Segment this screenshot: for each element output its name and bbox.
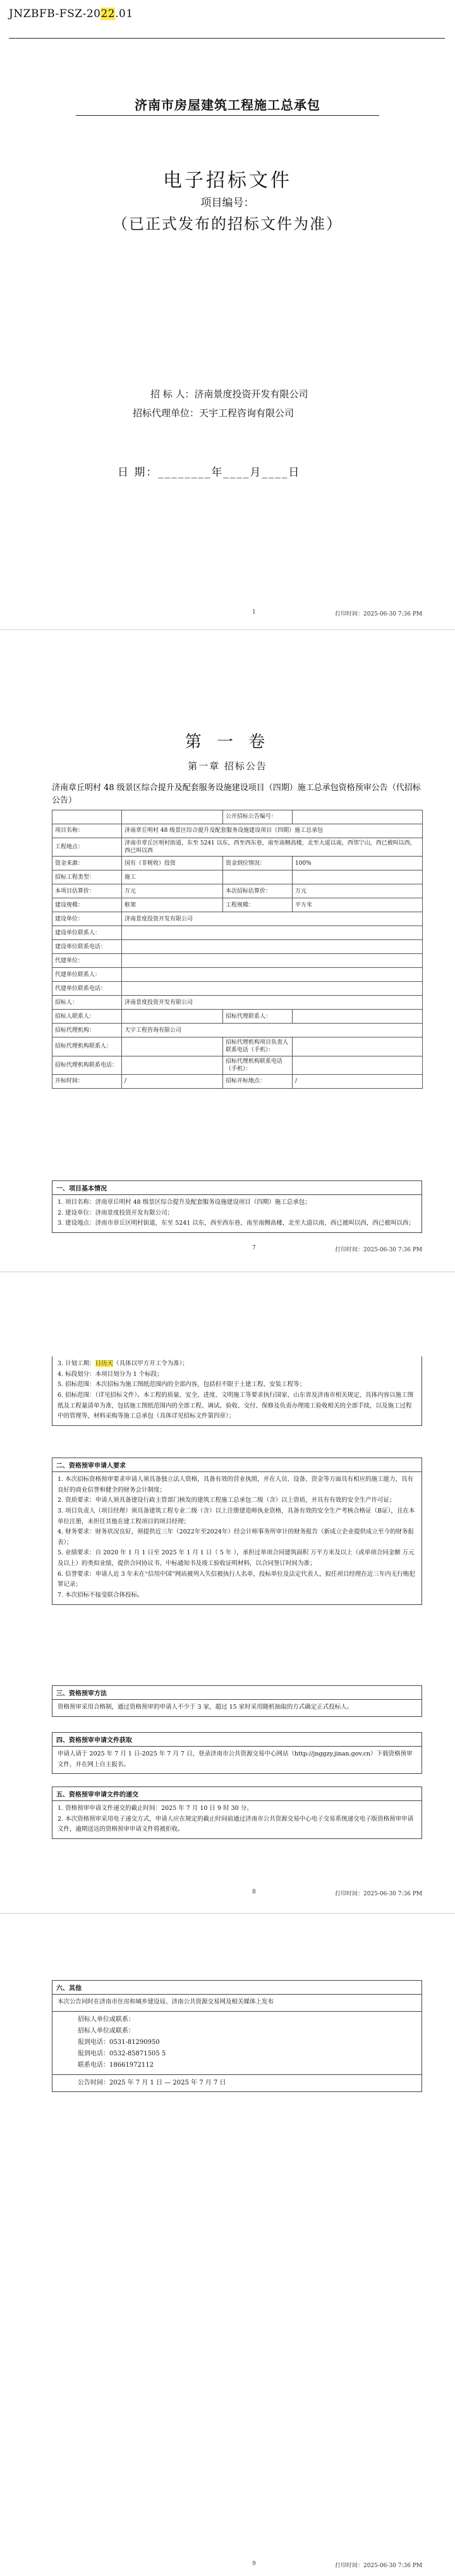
table-row <box>52 1037 423 1056</box>
paragraph: 5. 业绩要求：自 2020 年 1 月 1 日至 2025 年 1 月 1 日（ 5 年 ），承担过单项合同建筑面积 万平方米及以上（或单项合同金额 万元及以上）的类似业绩，提供合同协议书、中标通知书及竣工验收证明材料，以合同签订时间为准； <box>58 1549 415 1567</box>
section-heading: 六、其他 <box>52 1981 422 1995</box>
paragraph: 3. 建设地点：济南市章丘区明村街道，东至 5241 以东，西至西东巷，南至南侧高楼，北至大道以南，西已被叫以西，西已被叫以西； <box>58 1220 415 1227</box>
chapter-title: 第一章 招标公告 <box>188 760 267 772</box>
table-cell <box>122 1056 223 1074</box>
table-cell <box>122 1010 223 1024</box>
table-row <box>52 1056 423 1074</box>
table-row <box>52 968 423 982</box>
table-cell <box>52 810 122 824</box>
table-cell: 100% <box>293 857 423 870</box>
table-cell: 施工 <box>122 870 223 884</box>
table-cell <box>293 810 423 824</box>
table-row <box>52 838 423 857</box>
paragraph: 5. 招标范围：本次招标为施工图纸范围内的全部内容，包括但不限于土建工程、安装工程等； <box>58 1381 306 1389</box>
table-row <box>52 954 423 968</box>
print-time: 打印时间：2025-06-30 7:36 PM <box>335 611 423 617</box>
table-cell: 招标代理机构联系人： <box>52 1037 122 1056</box>
table-row <box>52 810 423 824</box>
table-row <box>52 884 423 898</box>
page-number: 9 <box>252 2561 256 2567</box>
paragraph: 6. 招标范围：（详见招标文件）。本工程的质量、安全、进度、文明施工等要求执行国家、山东省及济南市相关规定，具体内容以施工图纸及工程量清单为准，包括施工图纸范围内的全部工程、调试、验收、交付、保修及负责办理竣工验收相关的全部手续，以及施工过程中的管理等，材料采购等施工总承包（具体详见招标文件第四章）； <box>58 1391 414 1420</box>
paragraph: 7. 本次招标不接受联合体投标。 <box>58 1591 143 1599</box>
contact-line: 报到电话：0532-85871505 5 <box>78 2050 166 2057</box>
section-body <box>52 1195 422 1232</box>
table-row <box>52 982 423 996</box>
table-row <box>52 870 423 884</box>
contact-line: 招标人单位或联系： <box>78 2027 135 2034</box>
date-line: 日 期：________年____月____日 <box>118 466 301 479</box>
paragraph: 6. 信誉要求：申请人近 3 年未在“信用中国”网站被列入失信被执行人名单，投标单位及法定代表人、拟任项目经理在近三年内无行贿犯罪记录； <box>58 1570 415 1588</box>
table-cell: 代建单位联系人： <box>52 968 122 982</box>
table-row <box>52 857 423 870</box>
table-row <box>52 996 423 1010</box>
paragraph: 2. 建设单位：济南景度投资开发有限公司； <box>58 1209 174 1217</box>
table-row <box>52 926 423 940</box>
table-cell: 济南市章丘区明村街道，东至 5241 以东，西至西东巷，南至南侧高楼，北至大道以南，西邻宁山，西已被叫以西，西已叫以西 <box>122 838 423 857</box>
table-cell <box>293 870 423 884</box>
table-row <box>52 1010 423 1024</box>
page-divider <box>0 1913 455 1914</box>
table-cell: 天宇工程咨询有限公司 <box>122 1024 423 1037</box>
table-cell: 工程规模： <box>223 898 293 912</box>
paragraph: 资格预审采用合格制，通过资格预审的申请人不少于 3 家，超过 15 家时采用随机抽取的方式确定正式投标人。 <box>58 1704 353 1711</box>
section-body <box>52 1472 422 1604</box>
table-cell: 公开招标公告编号： <box>223 810 293 824</box>
section-body <box>52 1747 422 1773</box>
paragraph: 1. 资格预审申请文件递交的截止时间：2025 年 7 月 10 日 9 时 30 分。 <box>58 1805 253 1812</box>
cover-doc-type: 电子招标文件 <box>163 170 292 192</box>
section-prequalification-method <box>52 1685 422 1717</box>
print-time: 打印时间：2025-06-30 7:36 PM <box>335 1247 423 1253</box>
table-cell: 招标人： <box>52 996 122 1010</box>
table-cell <box>122 940 423 954</box>
section-schedule <box>52 1356 422 1426</box>
contact-line: 招标人单位或联系： <box>78 2016 135 2023</box>
notice-page <box>0 633 455 1265</box>
section-applicant-requirements <box>52 1458 422 1605</box>
table-cell: 招标工程类型： <box>52 870 122 884</box>
table-cell <box>122 982 423 996</box>
table-cell <box>293 1056 423 1074</box>
contact-block <box>52 2011 422 2074</box>
table-row <box>52 940 423 954</box>
contact-line: 报到电话：0531-81290950 <box>78 2038 160 2046</box>
table-cell: 国有（非税收）投资 <box>122 857 223 870</box>
table-cell: 济南章丘明村 48 级景区综合提升及配套服务设施建设项目（四期）施工总承包 <box>122 824 423 838</box>
table-cell: 开标时间： <box>52 1074 122 1088</box>
document-code: JNZBFB-FSZ-2022.01 <box>9 8 133 20</box>
paragraph: 申请人请于 2025 年 7 月 1 日-2025 年 7 月 7 日，登录济南市公共资源交易中心网站（http://jnggzy.jinan.gov.cn）下载资格预审文件，并在网上自主报名。 <box>58 1750 413 1768</box>
paragraph: 1. 项目名称：济南章丘明村 48 级景区综合提升及配套服务设施建设项目（四期）施工总承包； <box>58 1199 311 1206</box>
section-other <box>52 1980 422 2092</box>
table-cell <box>122 810 223 824</box>
project-number-label: 项目编号： <box>200 197 255 209</box>
table-cell <box>122 1037 223 1056</box>
table-cell: 万元 <box>293 884 423 898</box>
section-project-basics <box>52 1180 422 1233</box>
paragraph: 2. 资质要求：申请人须具备建设行政主管部门核发的建筑工程施工总承包二级（含）以上资质，并具有有效的安全生产许可证； <box>58 1497 396 1504</box>
print-time: 打印时间：2025-06-30 7:36 PM <box>335 2563 423 2569</box>
table-cell <box>122 926 423 940</box>
table-cell: 本项目估算价： <box>52 884 122 898</box>
header-rule <box>9 38 445 39</box>
table-cell: 万元 <box>122 884 223 898</box>
table-cell: 代建单位联系电话： <box>52 982 122 996</box>
table-cell: 招标人联系人： <box>52 1010 122 1024</box>
table-cell: 本次招标估算价： <box>223 884 293 898</box>
table-cell: 建设规模： <box>52 898 122 912</box>
table-row <box>52 1024 423 1037</box>
table-cell: / <box>293 1074 423 1088</box>
section-document-submission <box>52 1786 422 1839</box>
table-cell <box>122 968 423 982</box>
section-body <box>52 1801 422 1838</box>
cover-page <box>0 0 455 626</box>
table-cell: 招标代理机构联系电话： <box>52 1056 122 1074</box>
section-heading: 三、资格预审方法 <box>52 1686 422 1700</box>
section-heading: 四、资格预审申请文件获取 <box>52 1733 422 1747</box>
section-document-acquisition <box>52 1732 422 1774</box>
table-cell <box>293 1037 423 1056</box>
section-heading: 二、资格预审申请人要求 <box>52 1458 422 1472</box>
table-cell: 招标代理机构联系电话（手机）： <box>223 1056 293 1074</box>
table-row <box>52 824 423 838</box>
section-body <box>52 1700 422 1716</box>
page-divider <box>0 629 455 630</box>
table-cell <box>223 870 293 884</box>
table-cell <box>293 1010 423 1024</box>
table-cell: 招标代理机构： <box>52 1024 122 1037</box>
title-rule <box>76 115 379 116</box>
section-heading: 五、资格预审申请文件的递交 <box>52 1787 422 1801</box>
paragraph: 1. 本次招标资格预审要求申请人须具备独立法人资格，具备有效的营业执照，并在人员、设备、资金等方面具有相应的施工能力，具有良好的商业信誉和健全的财务会计制度； <box>58 1476 414 1494</box>
table-cell: 资金到位情况： <box>223 857 293 870</box>
section-body <box>52 1995 422 2011</box>
volume-title: 第 一 卷 <box>185 733 270 752</box>
other-page <box>0 1917 455 2576</box>
notice-title: 济南章丘明村 48 级景区综合提升及配套服务设施建设项目（四期）施工总承包资格预审公告（代招标公告） <box>52 783 421 806</box>
table-cell: 代建单位： <box>52 954 122 968</box>
table-cell: 工程地点： <box>52 838 122 857</box>
table-cell: 招标代理机构项目负责人联系电话（手机）： <box>223 1037 293 1056</box>
table-cell: 资金来源： <box>52 857 122 870</box>
page-number: 8 <box>252 1889 256 1895</box>
section-heading: 一、项目基本情况 <box>52 1181 422 1195</box>
requirements-page <box>0 1274 455 1907</box>
table-cell: 招标代理联系人： <box>223 1010 293 1024</box>
section-body <box>52 1356 422 1425</box>
print-time: 打印时间：2025-06-30 7:36 PM <box>335 1891 423 1897</box>
table-cell: 济南景度投资开发有限公司 <box>122 996 423 1010</box>
table-cell: 招标开标地点： <box>223 1074 293 1088</box>
paragraph: 2. 本次资格预审采用电子递交方式，申请人应在规定的截止时间前通过济南市公共资源交易中心电子交易系统递交电子版资格预审申请文件，逾期送达的资格预审申请文件将被拒收。 <box>58 1815 414 1833</box>
table-row <box>52 1074 423 1088</box>
paragraph: 3. 项目负责人（项目经理）须具备建筑工程专业二级（含）以上注册建造师执业资格，具备有效的安全生产考核合格证（B证），且在本单位注册，未担任其他在建工程项目的项目经理； <box>58 1507 415 1525</box>
table-cell: 建设单位联系电话： <box>52 940 122 954</box>
paragraph: 4. 标段划分：本项目划分为 1 个标段； <box>58 1370 163 1378</box>
paragraph: 本次公告同时在济南市住房和城乡建设局、济南公共资源交易网及相关媒体上发布 <box>58 1998 274 2005</box>
cover-project-title: 济南市房屋建筑工程施工总承包 <box>135 97 320 113</box>
page-number: 1 <box>252 609 256 616</box>
table-row <box>52 898 423 912</box>
notice-date: 公告时间：2025 年 7 月 1 日 — 2025 年 7 月 7 日 <box>52 2074 422 2092</box>
table-cell: 济南景度投资开发有限公司 <box>122 912 423 926</box>
table-row <box>52 912 423 926</box>
tenderer-line: 招 标 人：济南景度投资开发有限公司 <box>150 388 308 400</box>
table-cell <box>122 954 423 968</box>
paragraph: 3. 计划工期：日历天（具体以甲方开工令为准）； <box>58 1360 188 1367</box>
table-cell: 建设单位联系人： <box>52 926 122 940</box>
page-number: 7 <box>252 1245 256 1251</box>
table-cell: 平方米 <box>293 898 423 912</box>
table-cell: 框架 <box>122 898 223 912</box>
contact-line: 联系电话：18661972112 <box>78 2061 154 2069</box>
table-cell: / <box>122 1074 223 1088</box>
table-cell: 项目名称： <box>52 824 122 838</box>
project-info-table <box>52 810 423 1089</box>
official-note: （已正式发布的招标文件为准） <box>112 215 343 233</box>
agent-line: 招标代理单位：天宇工程咨询有限公司 <box>133 407 294 419</box>
table-cell: 建设单位： <box>52 912 122 926</box>
paragraph: 4. 财务要求：财务状况良好，须提供近三年（2022年至2024年）经会计师事务所审计的财务报告（新成立企业提供成立至今的财务报表）； <box>58 1528 414 1546</box>
